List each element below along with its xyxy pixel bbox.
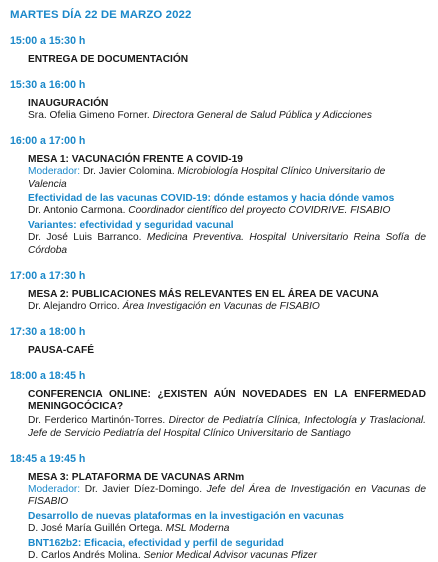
slot-time: 17:30 a 18:00 h <box>10 326 86 339</box>
speaker-role: Directora General de Salud Pública y Adicciones <box>152 110 372 122</box>
slot-title: MESA 2: PUBLICACIONES MÁS RELEVANTES EN EL ÁREA DE VACUNA <box>28 288 379 300</box>
speaker-name: Dr. Alejandro Orrico. <box>28 300 120 312</box>
program-slot <box>10 35 426 66</box>
speaker-name: D. Carlos Andrés Molina. <box>28 550 141 561</box>
speaker-name: D. José María Guillén Ortega. <box>28 523 163 535</box>
talk-title: Desarrollo de nuevas plataformas en la investigación en vacunas <box>28 510 344 522</box>
speaker-line <box>28 301 426 313</box>
slot-title: PAUSA-CAFÉ <box>28 344 95 356</box>
moderator-name: Dr. Javier Díez-Domingo. <box>84 483 203 495</box>
speaker-name: Dr. Antonio Carmona. <box>28 205 126 217</box>
speaker-name: Sra. Ofelia Gimeno Forner. <box>28 110 150 122</box>
slot-time: 18:00 a 18:45 h <box>10 370 86 383</box>
program-slot <box>10 326 426 357</box>
program-slot <box>10 79 426 122</box>
slot-title: ENTREGA DE DOCUMENTACIÓN <box>28 53 189 65</box>
moderator-name: Dr. Javier Colomina. <box>82 166 175 178</box>
moderator-role: Microbiología Hospital Clínico Universitario de Valencia <box>28 166 386 190</box>
program-slot <box>10 135 426 257</box>
speaker-line <box>28 523 426 535</box>
program-slot <box>10 270 426 313</box>
speaker-line <box>28 232 426 257</box>
speaker-role: Senior Medical Advisor vacunas Pfizer <box>143 550 317 561</box>
speaker-line <box>28 550 426 562</box>
speaker-name: Dr. Ferderico Martinón-Torres. <box>28 415 166 427</box>
speaker-line <box>28 110 426 122</box>
talk-title: Efectividad de las vacunas COVID-19: dónde estamos y hacia dónde vamos <box>28 193 395 205</box>
slot-title: CONFERENCIA ONLINE: ¿EXISTEN AÚN NOVEDADES EN LA ENFERMEDAD MENINGOCÓCICA? <box>28 388 426 412</box>
moderator-line <box>28 166 426 191</box>
moderator-label: Moderador: <box>28 483 81 495</box>
speaker-role: Director de Pediatría Clínica, Infectología y Traslacional. Jefe de Servicio Pediatría del Hospital Clínico Universitario de Santiago <box>28 415 426 439</box>
speaker-role: Coordinador científico del proyecto COVIDRIVE. FISABIO <box>128 205 391 217</box>
speaker-name: Dr. José Luis Barranco. <box>28 232 142 244</box>
slot-time: 16:00 a 17:00 h <box>10 135 86 148</box>
slot-title: INAUGURACIÓN <box>28 97 109 109</box>
speaker-role: MSL Moderna <box>165 523 230 535</box>
slot-time: 15:00 a 15:30 h <box>10 35 86 48</box>
talk-title: Variantes: efectividad y seguridad vacunal <box>28 219 234 231</box>
moderator-line <box>28 484 426 509</box>
slot-time: 15:30 a 16:00 h <box>10 79 86 92</box>
speaker-line <box>28 205 426 217</box>
slot-title: MESA 3: PLATAFORMA DE VACUNAS ARNm <box>28 471 245 483</box>
moderator-label: Moderador: <box>28 166 81 178</box>
talk-title: BNT162b2: Eficacia, efectividad y perfil de seguridad <box>28 537 284 549</box>
slot-time: 17:00 a 17:30 h <box>10 270 86 283</box>
day-title: MARTES DÍA 22 DE MARZO 2022 <box>10 9 192 21</box>
moderator-role: Jefe del Área de Investigación en Vacunas de FISABIO <box>28 483 426 508</box>
speaker-line <box>28 415 426 440</box>
slot-time: 18:45 a 19:45 h <box>10 453 86 466</box>
speaker-role: Área Investigación en Vacunas de FISABIO <box>122 300 320 312</box>
program-slot <box>10 453 426 562</box>
program-slot <box>10 370 426 440</box>
speaker-role: Medicina Preventiva. Hospital Universitario Reina Sofía de Córdoba <box>28 232 426 256</box>
slot-title: MESA 1: VACUNACIÓN FRENTE A COVID-19 <box>28 153 243 165</box>
